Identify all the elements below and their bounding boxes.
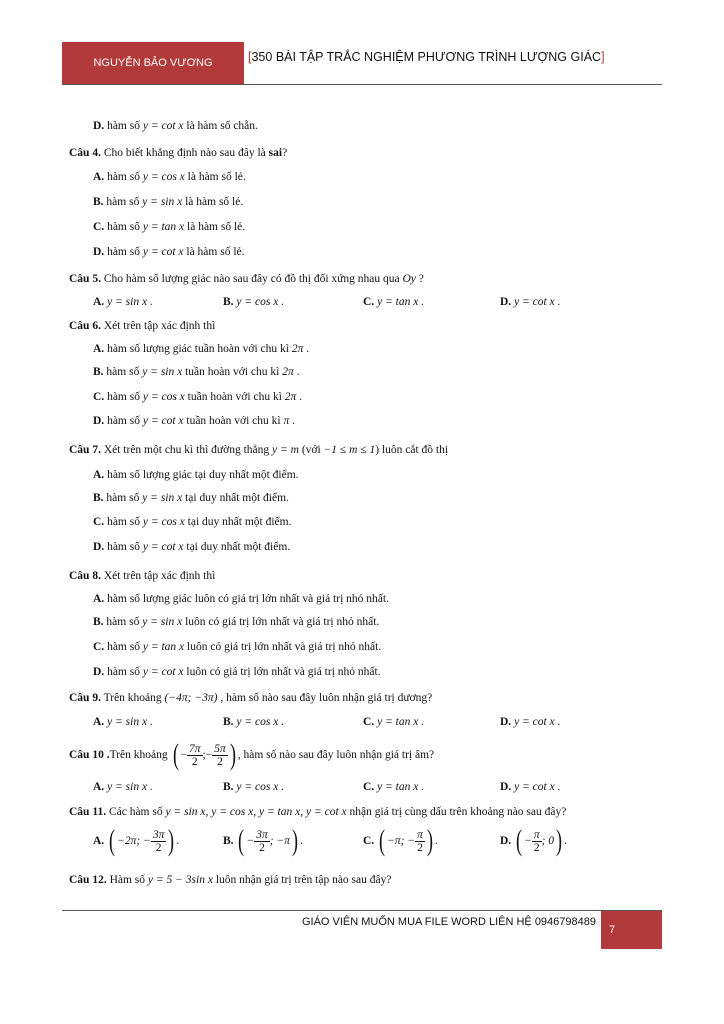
q11-option-b: B. ( − $\frac{3\pi}{2}$ ; −π) . (223, 824, 303, 858)
q4-option-c: C. hàm số y = tan x là hàm số lẻ. (93, 221, 246, 233)
question-10: Câu 10 .Trên khoảng ( − $\frac{7\pi}{2}$ ;− $\frac{5\pi}{2}$ ) , hàm số nào sau đây luôn nhận giá trị âm? (69, 738, 435, 772)
q5-option-d: D. y = cot x . (500, 296, 561, 308)
q10-option-a: A. y = sin x . (93, 781, 153, 793)
q6-option-c: C. hàm số y = cos x tuần hoàn với chu kì 2π . (93, 391, 303, 403)
q5-option-c: C. y = tan x . (363, 296, 425, 308)
q11-option-d: D. ( − $\frac{\pi}{2}$ ; 0) . (500, 824, 567, 858)
header-bracket-close: ] (601, 50, 605, 64)
question-8: Câu 8. Xét trên tập xác định thì (69, 570, 216, 582)
q5-option-a: A. y = sin x . (93, 296, 153, 308)
q7-option-a: A. hàm số lượng giác tại duy nhất một điểm. (93, 469, 299, 481)
q8-option-b: B. hàm số y = sin x luôn có giá trị lớn nhất và giá trị nhỏ nhất. (93, 616, 380, 628)
q9-option-d: D. y = cot x . (500, 716, 561, 728)
q10-option-b: B. y = cos x . (223, 781, 285, 793)
q11-option-c: C. ( −π; − $\frac{\pi}{2}$ ) . (363, 824, 438, 858)
q9-option-c: C. y = tan x . (363, 716, 425, 728)
q10-option-d: D. y = cot x . (500, 781, 561, 793)
q8-option-d: D. hàm số y = cot x luôn có giá trị lớn nhất và giá trị nhỏ nhất. (93, 666, 381, 678)
q4-option-b: B. hàm số y = sin x là hàm số lẻ. (93, 196, 244, 208)
question-6: Câu 6. Xét trên tập xác định thì (69, 320, 216, 332)
q7-option-b: B. hàm số y = sin x tại duy nhất một điểm. (93, 492, 289, 504)
question-11: Câu 11. Các hàm số y = sin x, y = cos x, y = tan x, y = cot x nhận giá trị cùng dấu trên khoảng nào sau đây? (69, 806, 567, 818)
q9-option-a: A. y = sin x . (93, 716, 153, 728)
header-title-text: 350 BÀI TẬP TRẮC NGHIỆM PHƯƠNG TRÌNH LƯỢNG GIÁC (251, 50, 602, 64)
q6-option-a: A. hàm số lượng giác tuần hoàn với chu kì 2π . (93, 343, 310, 355)
question-7: Câu 7. Xét trên một chu kì thì đường thẳng y = m (với −1 ≤ m ≤ 1) luôn cắt đồ thị (69, 444, 449, 456)
q9-option-b: B. y = cos x . (223, 716, 285, 728)
header-divider (62, 84, 662, 85)
page-number: 7 (609, 924, 616, 936)
q4-option-a: A. hàm số y = cos x là hàm số lẻ. (93, 171, 246, 183)
q5-option-b: B. y = cos x . (223, 296, 285, 308)
q10-option-c: C. y = tan x . (363, 781, 425, 793)
header-title (248, 50, 605, 64)
prev-option-d: D. hàm số y = cot x là hàm số chẵn. (93, 120, 258, 132)
header-author: NGUYỄN BẢO VƯƠNG (93, 57, 213, 69)
header-bracket-open: [ (248, 50, 252, 64)
question-9: Câu 9. Trên khoảng (−4π; −3π) , hàm số nào sau đây luôn nhận giá trị dương? (69, 692, 433, 704)
question-4: Câu 4. Cho biết khẳng định nào sau đây là sai? (69, 147, 288, 159)
q6-option-d: D. hàm số y = cot x tuần hoàn với chu kì π . (93, 415, 295, 427)
q8-option-a: A. hàm số lượng giác luôn có giá trị lớn nhất và giá trị nhỏ nhất. (93, 593, 389, 605)
q6-option-b: B. hàm số y = sin x tuần hoàn với chu kì 2π . (93, 366, 300, 378)
q4-option-d: D. hàm số y = cot x là hàm số lẻ. (93, 246, 245, 258)
q11-option-a: A. ( −2π; − $\frac{3\pi}{2}$ ) . (93, 824, 180, 858)
question-5: Câu 5. Cho hàm số lượng giác nào sau đây có đồ thị đối xứng nhau qua Oy ? (69, 273, 424, 285)
footer-divider (62, 910, 662, 911)
page-number-box (601, 911, 662, 949)
q7-option-d: D. hàm số y = cot x tại duy nhất một điểm. (93, 541, 291, 553)
question-12: Câu 12. Hàm số y = 5 − 3sin x luôn nhận giá trị trên tập nào sau đây? (69, 874, 392, 886)
q8-option-c: C. hàm số y = tan x luôn có giá trị lớn nhất và giá trị nhỏ nhất. (93, 641, 382, 653)
footer-contact: GIÁO VIÊN MUỐN MUA FILE WORD LIÊN HỆ 0946798489 (301, 916, 596, 928)
header-author-box (62, 42, 244, 84)
q10-fraction-1: $\frac{7\pi}{2}$ (189, 742, 201, 768)
q7-option-c: C. hàm số y = cos x tại duy nhất một điểm. (93, 516, 292, 528)
q10-fraction-2: $\frac{5\pi}{2}$ (214, 742, 226, 768)
